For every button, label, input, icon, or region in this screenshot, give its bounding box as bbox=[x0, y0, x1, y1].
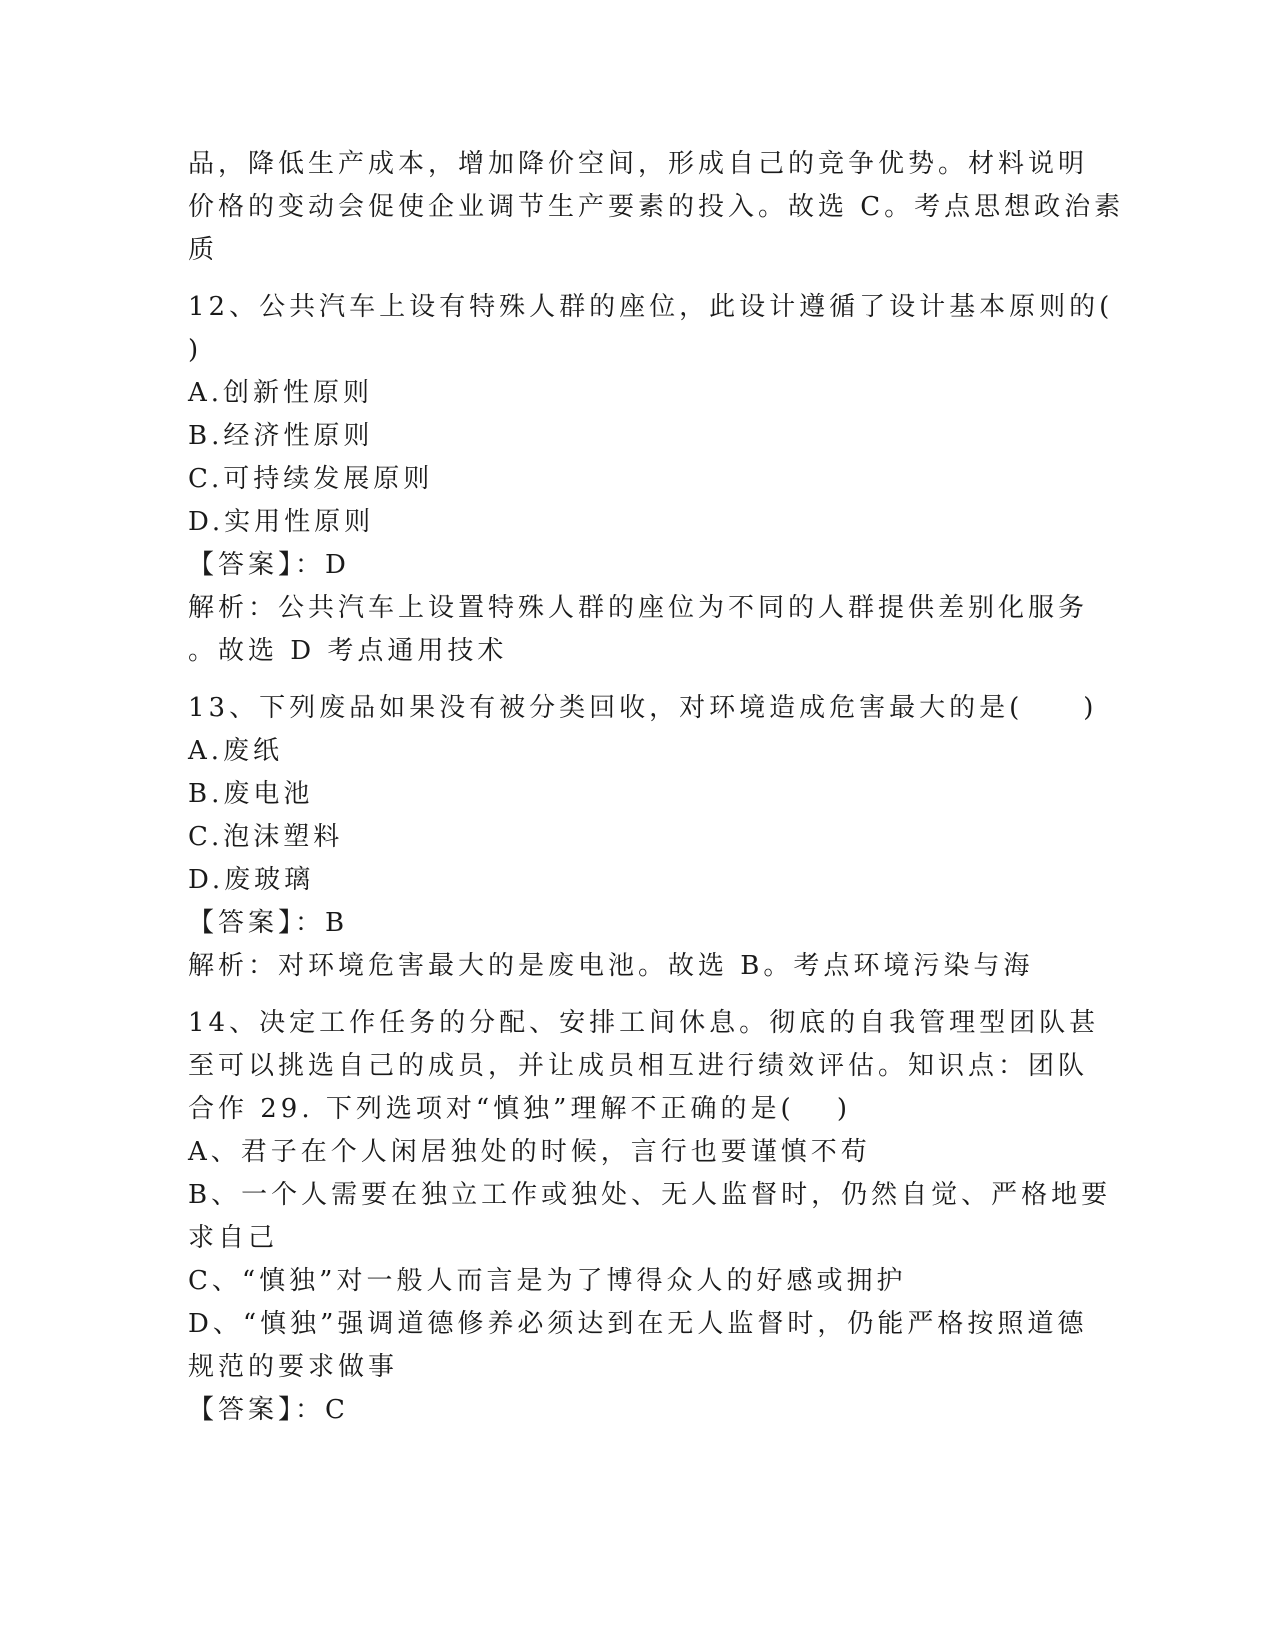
question-stem: ) bbox=[188, 335, 203, 365]
question-13 bbox=[188, 687, 1098, 988]
option-b-continued: 求自己 bbox=[188, 1223, 279, 1253]
analysis-line: 解析：对环境危害最大的是废电池。故选 B。考点环境污染与海 bbox=[188, 951, 1034, 981]
option-c: C、“慎独”对一般人而言是为了博得众人的好感或拥护 bbox=[188, 1266, 907, 1296]
answer-line: 【答案】：D bbox=[188, 550, 350, 580]
question-stem: 13、下列废品如果没有被分类回收，对环境造成危害最大的是( ) bbox=[188, 693, 1098, 723]
question-14 bbox=[188, 1002, 1112, 1432]
option-d: D.废玻璃 bbox=[188, 865, 315, 895]
question-stem: 12、公共汽车上设有特殊人群的座位，此设计遵循了设计基本原则的( bbox=[188, 292, 1114, 322]
document-page bbox=[188, 143, 1125, 1432]
text-line: 质 bbox=[188, 235, 219, 265]
option-d: D、“慎独”强调道德修养必须达到在无人监督时，仍能严格按照道德 bbox=[188, 1309, 1088, 1339]
option-a: A.创新性原则 bbox=[188, 378, 374, 408]
option-d-continued: 规范的要求做事 bbox=[188, 1352, 399, 1382]
question-stem: 至可以挑选自己的成员，并让成员相互进行绩效评估。知识点：团队 bbox=[188, 1051, 1089, 1081]
option-c: C.泡沫塑料 bbox=[188, 822, 344, 852]
option-b: B、一个人需要在独立工作或独处、无人监督时，仍然自觉、严格地要 bbox=[188, 1180, 1112, 1210]
text-line: 价格的变动会促使企业调节生产要素的投入。故选 C。考点思想政治素 bbox=[188, 192, 1125, 222]
text-line: 品，降低生产成本，增加降价空间，形成自己的竞争优势。材料说明 bbox=[188, 149, 1089, 179]
option-c: C.可持续发展原则 bbox=[188, 464, 434, 494]
answer-line: 【答案】：B bbox=[188, 908, 349, 938]
intro-block bbox=[188, 143, 1125, 272]
option-d: D.实用性原则 bbox=[188, 507, 375, 537]
option-a: A、君子在个人闲居独处的时候，言行也要谨慎不苟 bbox=[188, 1137, 871, 1167]
question-stem: 14、决定工作任务的分配、安排工间休息。彻底的自我管理型团队甚 bbox=[188, 1008, 1100, 1038]
option-a: A.废纸 bbox=[188, 736, 284, 766]
analysis-line: 。故选 D 考点通用技术 bbox=[188, 636, 508, 666]
question-stem: 合作 29. 下列选项对“慎独”理解不正确的是( ) bbox=[188, 1094, 852, 1124]
question-12 bbox=[188, 286, 1114, 673]
analysis-line: 解析：公共汽车上设置特殊人群的座位为不同的人群提供差别化服务 bbox=[188, 593, 1089, 623]
answer-line: 【答案】：C bbox=[188, 1395, 349, 1425]
option-b: B.废电池 bbox=[188, 779, 314, 809]
option-b: B.经济性原则 bbox=[188, 421, 374, 451]
